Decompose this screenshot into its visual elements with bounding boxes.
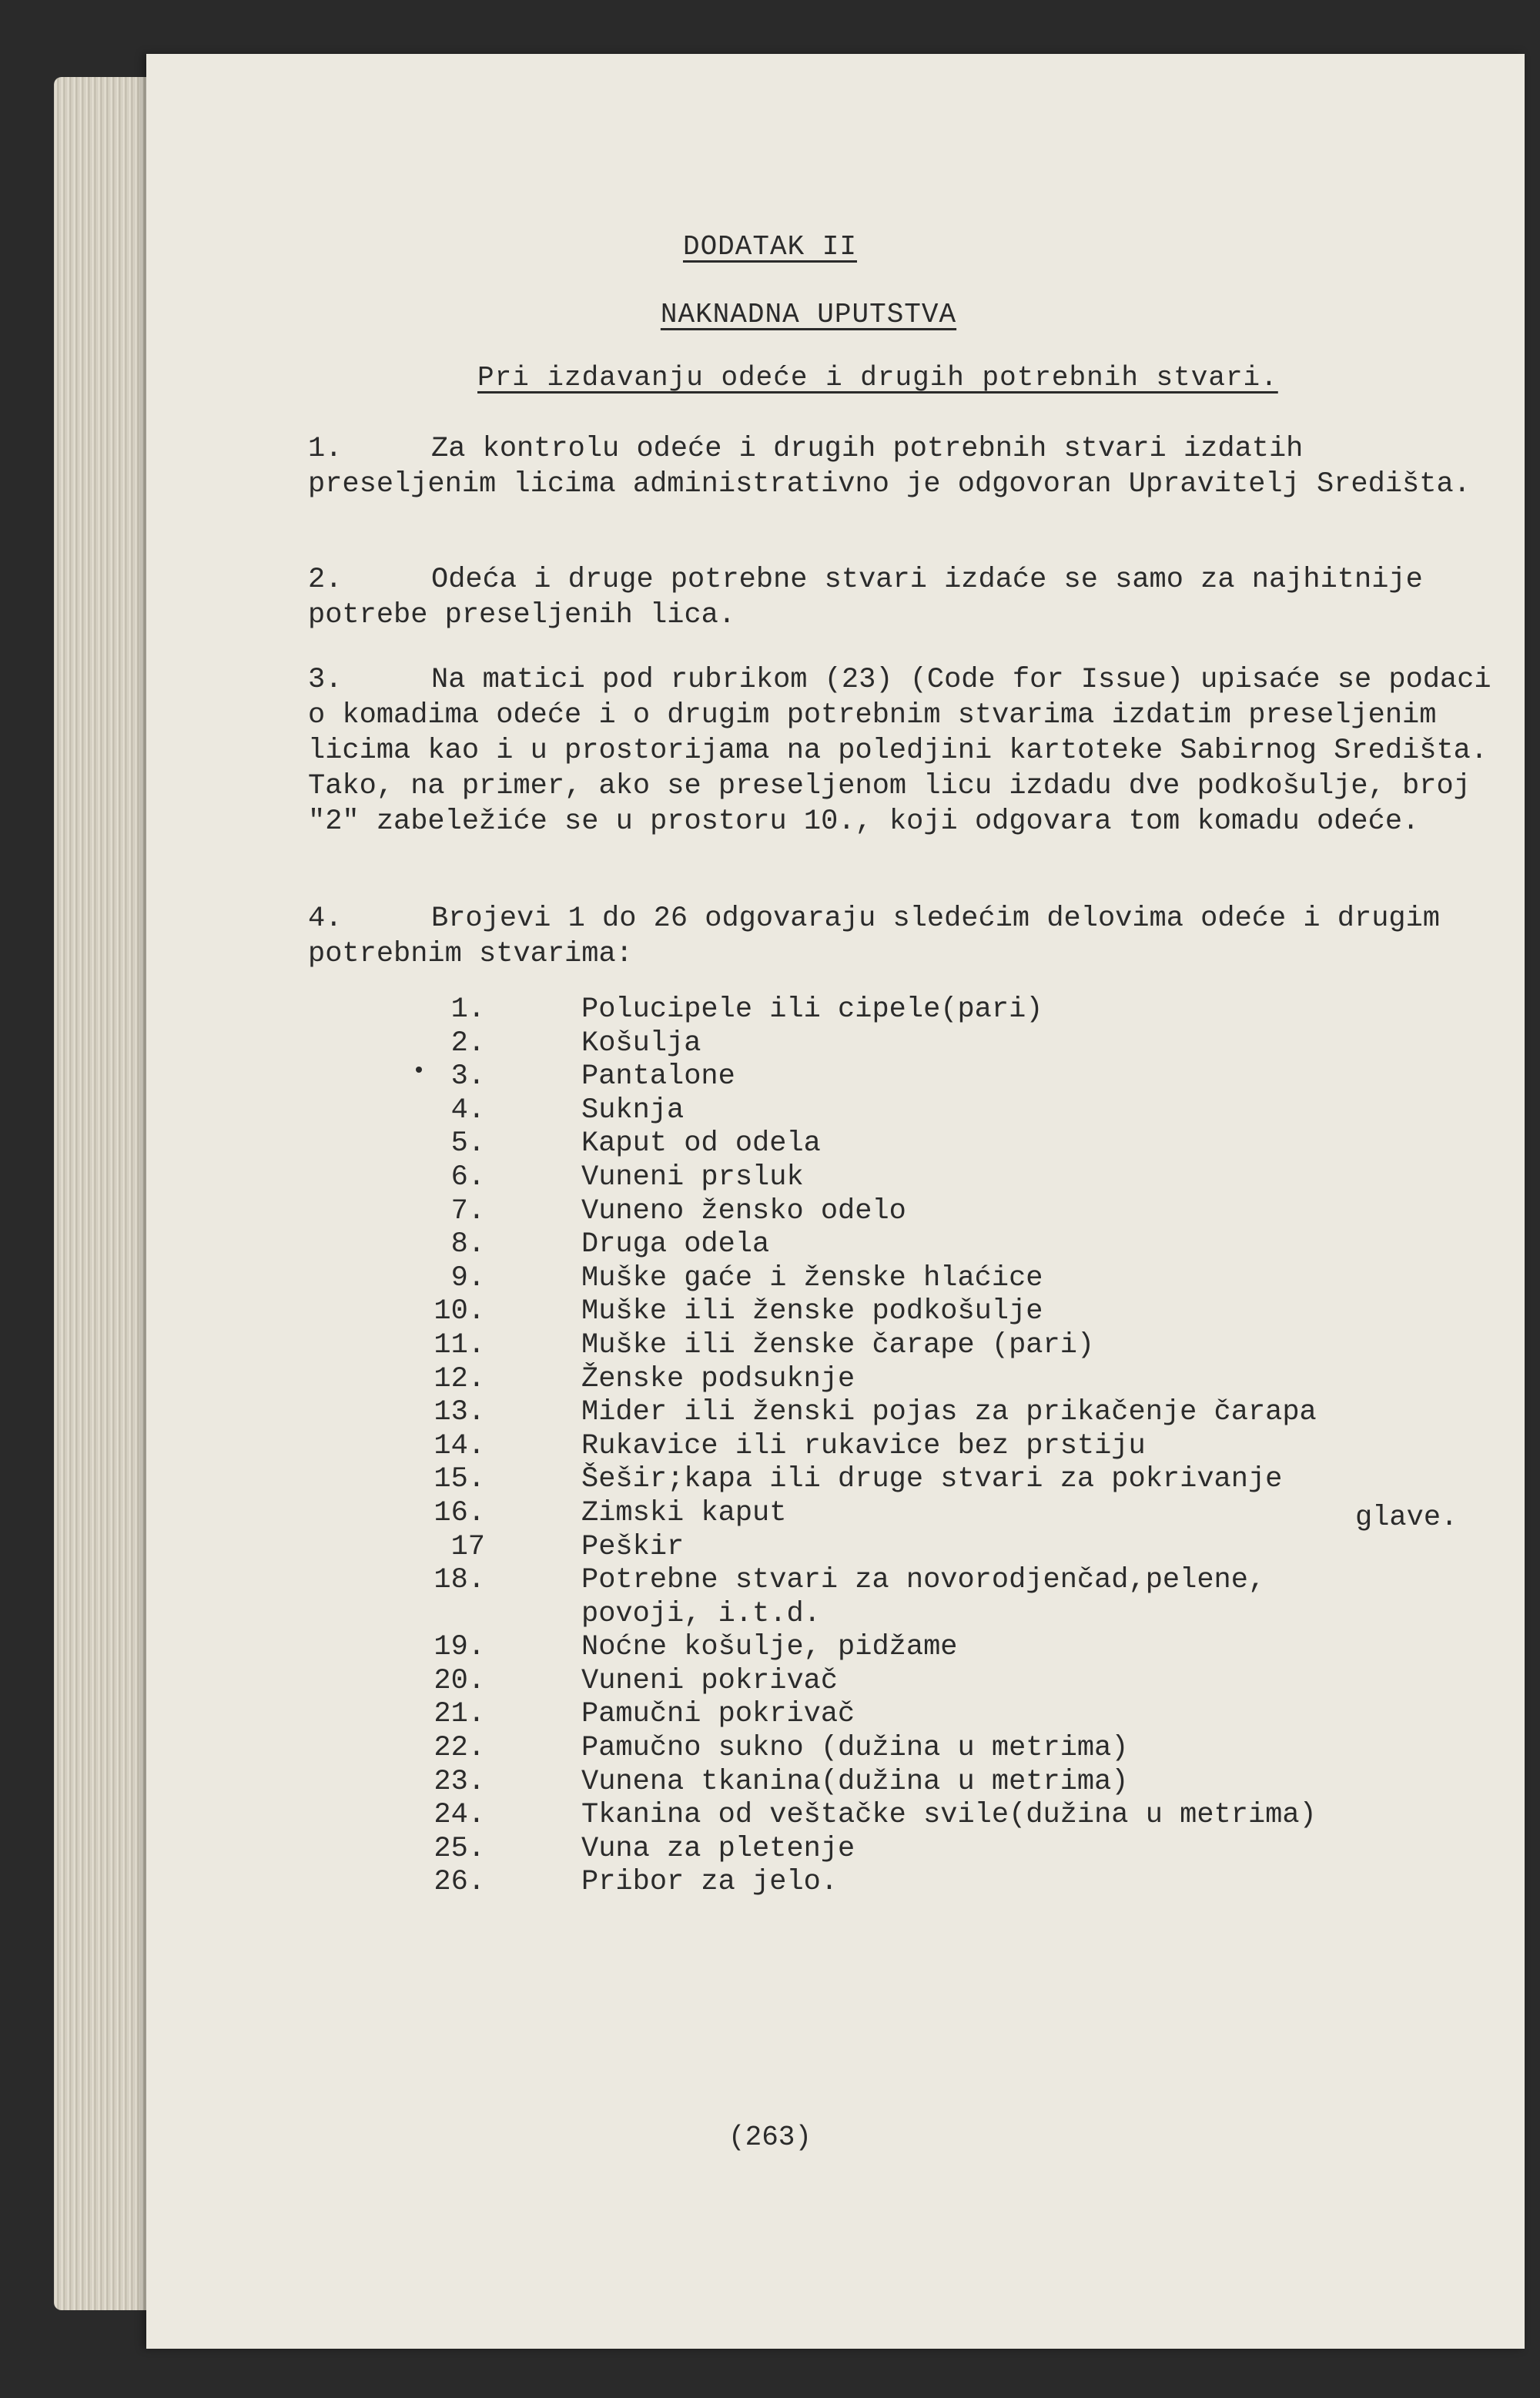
page-number: (263) bbox=[728, 2122, 812, 2153]
list-item bbox=[408, 1060, 1502, 1094]
paragraph-number: 3. bbox=[308, 664, 343, 696]
item-text: Košulja bbox=[581, 1027, 701, 1060]
item-number: 4. bbox=[450, 1094, 485, 1127]
item-text: Vunena tkanina(dužina u metrima) bbox=[581, 1765, 1129, 1798]
item-text: Pamučno sukno (dužina u metrima) bbox=[581, 1732, 1129, 1765]
list-item bbox=[408, 1833, 1502, 1867]
subheading: NAKNADNA UPUTSTVA bbox=[660, 299, 957, 330]
item-text: Kaput od odela bbox=[581, 1127, 821, 1160]
list-item bbox=[408, 1363, 1502, 1397]
item-text: Vuna za pletenje bbox=[581, 1832, 855, 1865]
paragraph-number: 2. bbox=[308, 564, 343, 596]
paragraph-1 bbox=[308, 431, 1502, 502]
item-number: 18. bbox=[434, 1564, 485, 1597]
paragraph-text: Brojevi 1 do 26 odgovaraju sledećim delovima odeće i drugim potrebnim stvarima: bbox=[308, 903, 1458, 970]
list-item bbox=[408, 1564, 1502, 1598]
item-number: 11. bbox=[434, 1328, 485, 1361]
list-item bbox=[408, 993, 1502, 1027]
item-number: 17 bbox=[450, 1530, 485, 1563]
list-item bbox=[408, 1396, 1502, 1430]
list-item bbox=[408, 1866, 1502, 1900]
item-text: Vuneni prsluk bbox=[581, 1160, 804, 1194]
item-text: Zimski kaput bbox=[581, 1496, 787, 1529]
clothing-item-list bbox=[408, 993, 1502, 1900]
list-item bbox=[408, 1027, 1502, 1061]
item-text: Muške ili ženske čarape (pari) bbox=[581, 1328, 1095, 1361]
list-item bbox=[408, 1295, 1502, 1329]
item-text: Mider ili ženski pojas za prikačenje čarapa bbox=[581, 1396, 1317, 1429]
item-text: Ženske podsuknje bbox=[581, 1362, 855, 1395]
item-number: 21. bbox=[434, 1698, 485, 1731]
item-number: 8. bbox=[450, 1228, 485, 1261]
item-number: 1. bbox=[450, 993, 485, 1026]
list-item bbox=[408, 1766, 1502, 1800]
list-item bbox=[408, 1195, 1502, 1229]
item-text: Druga odela bbox=[581, 1228, 770, 1261]
list-item bbox=[408, 1732, 1502, 1766]
item-text: Pamučni pokrivač bbox=[581, 1698, 855, 1731]
paragraph-text: Na matici pod rubrikom (23) (Code for Issue) upisaće se podaci o komadima odeće i o drugim potrebnim stvarima izdatim preseljenim licima kao i u prostorijama na poledjini kartoteke Sabirnog Središta. Tako, na primer, ako se preseljenom licu izdadu dve podkošulje, broj "2" zabeležiće se u prostoru 10., koji odgovara tom komadu odeće. bbox=[308, 664, 1508, 838]
list-item bbox=[408, 1497, 1502, 1531]
item-text: Tkanina od veštačke svile(dužina u metrima) bbox=[581, 1799, 1317, 1832]
item-text: Suknja bbox=[581, 1094, 685, 1127]
item-number: 19. bbox=[434, 1631, 485, 1664]
item-number: 9. bbox=[450, 1261, 485, 1294]
list-item bbox=[408, 1598, 1502, 1632]
paragraph-4 bbox=[308, 901, 1502, 972]
item-number: 13. bbox=[434, 1396, 485, 1429]
list-item bbox=[408, 1127, 1502, 1161]
list-item bbox=[408, 1430, 1502, 1464]
item-text: Noćne košulje, pidžame bbox=[581, 1631, 958, 1664]
section-title: Pri izdavanju odeće i drugih potrebnih stvari. bbox=[477, 362, 1278, 394]
paragraph-text: Za kontrolu odeće i drugih potrebnih stvari izdatih preseljenim licima administrativno je odgovoran Upravitelj Središta. bbox=[308, 433, 1471, 501]
item-number: 2. bbox=[450, 1027, 485, 1060]
item-text: Muške ili ženske podkošulje bbox=[581, 1295, 1043, 1328]
item-number: 22. bbox=[434, 1732, 485, 1765]
paragraph-number: 1. bbox=[308, 433, 343, 465]
heading: DODATAK II bbox=[682, 231, 858, 263]
item-number: 14. bbox=[434, 1429, 485, 1462]
item-text: Šešir;kapa ili druge stvari za pokrivanje bbox=[581, 1463, 1283, 1496]
item-number: 16. bbox=[434, 1496, 485, 1529]
item-number: 20. bbox=[434, 1664, 485, 1697]
item-15-continuation: glave. bbox=[1355, 1502, 1458, 1534]
list-item bbox=[408, 1698, 1502, 1732]
item-number: 24. bbox=[434, 1799, 485, 1832]
item-number: 6. bbox=[450, 1160, 485, 1194]
item-text: Vuneni pokrivač bbox=[581, 1664, 839, 1697]
list-item bbox=[408, 1329, 1502, 1363]
item-number: 26. bbox=[434, 1866, 485, 1899]
item-text: povoji, i.t.d. bbox=[581, 1597, 821, 1630]
item-text: Rukavice ili rukavice bez prstiju bbox=[581, 1429, 1146, 1462]
paragraph-3 bbox=[308, 662, 1508, 839]
item-number: 12. bbox=[434, 1362, 485, 1395]
item-text: Peškir bbox=[581, 1530, 685, 1563]
item-number: 10. bbox=[434, 1295, 485, 1328]
item-number: 5. bbox=[450, 1127, 485, 1160]
item-text: Vuneno žensko odelo bbox=[581, 1194, 906, 1227]
paragraph-2 bbox=[308, 562, 1502, 633]
item-number: 25. bbox=[434, 1832, 485, 1865]
paragraph-text: Odeća i druge potrebne stvari izdaće se samo za najhitnije potrebe preseljenih lica. bbox=[308, 564, 1441, 631]
item-text: Polucipele ili cipele(pari) bbox=[581, 993, 1043, 1026]
item-number: 3. bbox=[450, 1060, 485, 1094]
paragraph-number: 4. bbox=[308, 903, 343, 935]
list-item bbox=[408, 1799, 1502, 1833]
list-item bbox=[408, 1631, 1502, 1665]
item-number: 23. bbox=[434, 1765, 485, 1798]
item-number: 7. bbox=[450, 1194, 485, 1227]
item-text: Potrebne stvari za novorodjenčad,pelene, bbox=[581, 1564, 1266, 1597]
list-item bbox=[408, 1161, 1502, 1195]
list-item bbox=[408, 1228, 1502, 1262]
list-item bbox=[408, 1094, 1502, 1128]
item-text: Muške gaće i ženske hlaćice bbox=[581, 1261, 1043, 1294]
list-item bbox=[408, 1262, 1502, 1296]
list-item bbox=[408, 1531, 1502, 1565]
list-item bbox=[408, 1665, 1502, 1699]
item-text: Pantalone bbox=[581, 1060, 735, 1094]
item-text: Pribor za jelo. bbox=[581, 1866, 839, 1899]
list-item bbox=[408, 1463, 1502, 1497]
item-number: 15. bbox=[434, 1463, 485, 1496]
